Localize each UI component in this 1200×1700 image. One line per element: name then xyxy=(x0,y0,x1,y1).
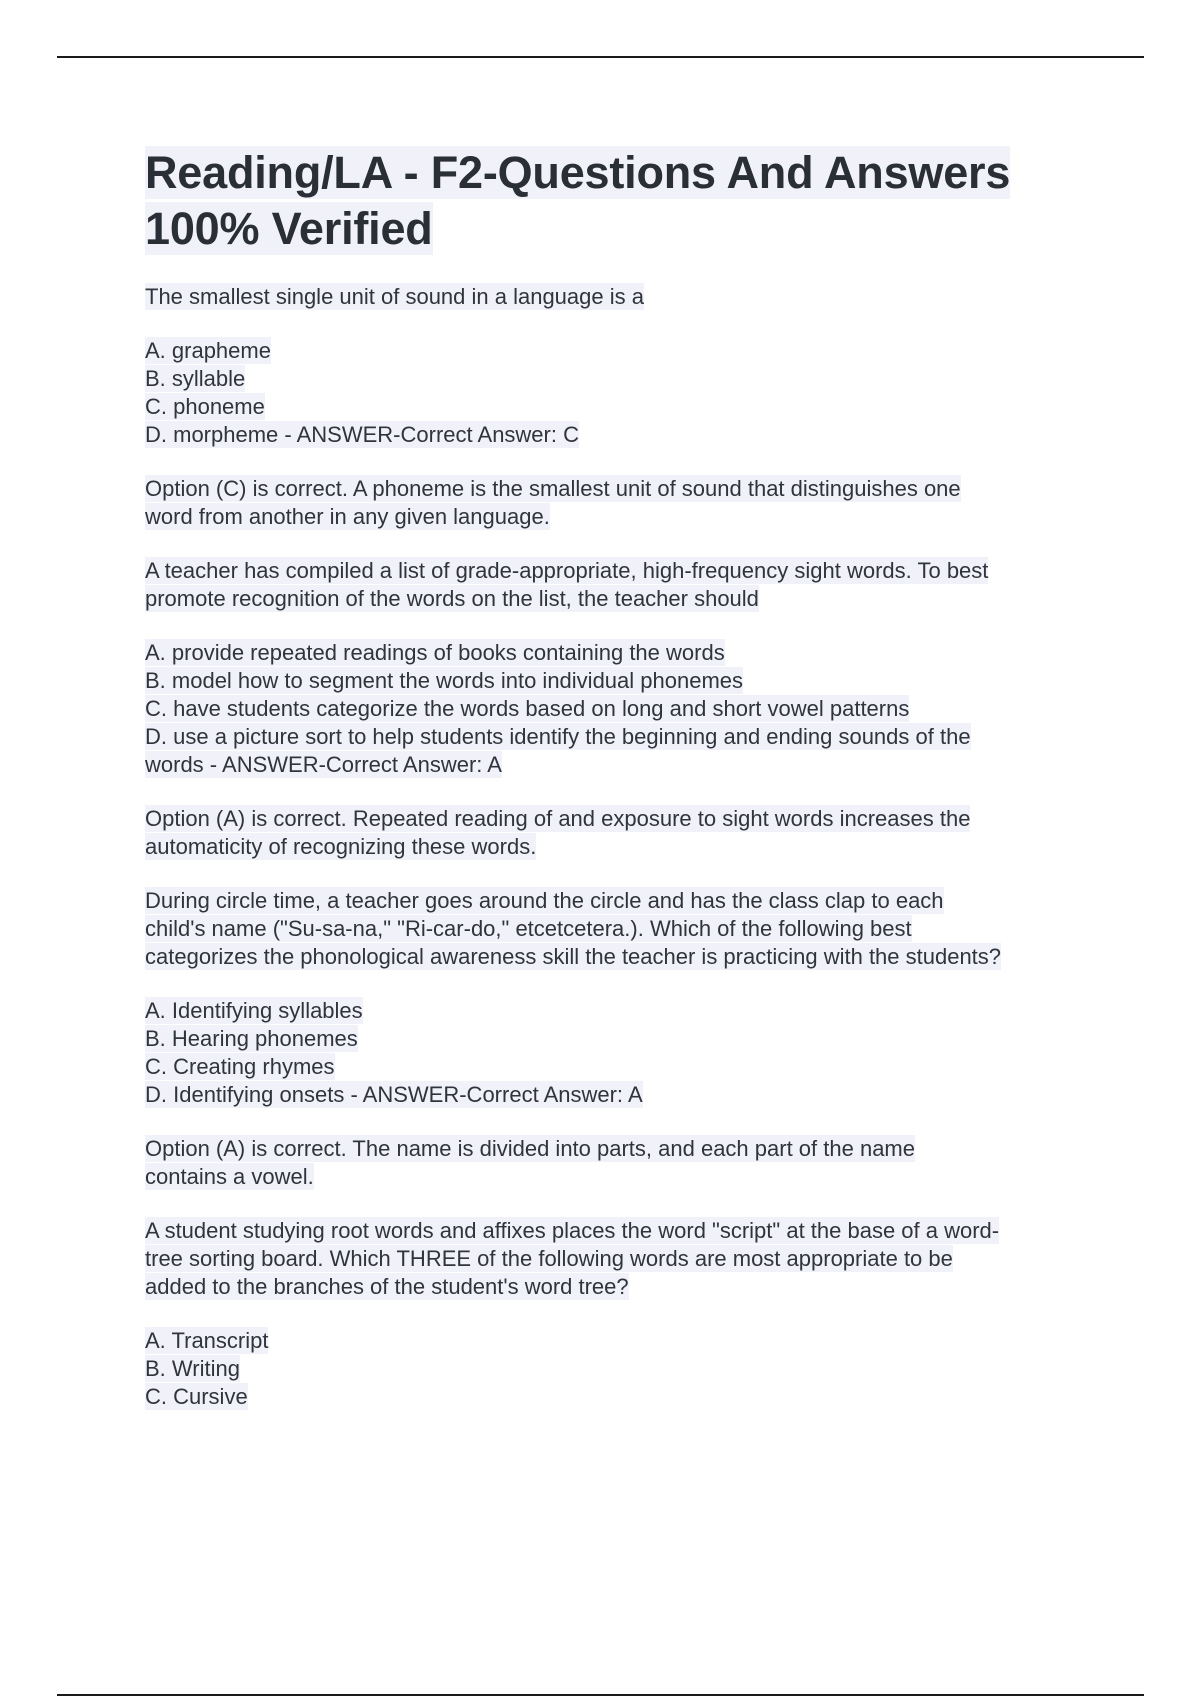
option: D. use a picture sort to help students identify the beginning and ending sounds of the xyxy=(145,724,971,749)
question-2-stem: A teacher has compiled a list of grade-appropriate, high-frequency sight words. To best promote recognition of the words on the list, the teacher should xyxy=(145,558,989,611)
option: B. syllable xyxy=(145,366,246,391)
title-line-2: 100% Verified xyxy=(145,203,433,254)
option-with-answer: words - ANSWER-Correct Answer: A xyxy=(145,752,502,777)
question-1-options xyxy=(145,337,1090,449)
option: C. Creating rhymes xyxy=(145,1054,335,1079)
option: B. model how to segment the words into individual phonemes xyxy=(145,668,744,693)
option: C. have students categorize the words based on long and short vowel patterns xyxy=(145,696,910,721)
question-1-stem: The smallest single unit of sound in a language is a xyxy=(145,284,644,309)
option: A. provide repeated readings of books containing the words xyxy=(145,640,725,665)
question-3-options xyxy=(145,997,1090,1109)
question-3-stem: During circle time, a teacher goes around the circle and has the class clap to each child's name ("Su-sa-na," "Ri-car-do," etcetcetera.). Which of the following best categorizes the phonological awareness skill the teacher is practicing with the students? xyxy=(145,888,1002,969)
question-3-explanation: Option (A) is correct. The name is divided into parts, and each part of the name contains a vowel. xyxy=(145,1136,915,1189)
option-with-answer: D. Identifying onsets - ANSWER-Correct Answer: A xyxy=(145,1082,643,1107)
document-title xyxy=(145,145,1090,257)
option: A. grapheme xyxy=(145,338,271,363)
option: A. Transcript xyxy=(145,1328,269,1353)
question-1-explanation: Option (C) is correct. A phoneme is the smallest unit of sound that distinguishes one word from another in any given language. xyxy=(145,476,961,529)
document-body xyxy=(145,145,1090,1437)
option: A. Identifying syllables xyxy=(145,998,363,1023)
option: C. Cursive xyxy=(145,1384,248,1409)
top-rule xyxy=(57,56,1144,58)
bottom-rule xyxy=(57,1694,1144,1696)
question-2-explanation: Option (A) is correct. Repeated reading of and exposure to sight words increases the automaticity of recognizing these words. xyxy=(145,806,971,859)
question-2-options xyxy=(145,639,1090,779)
question-4-options xyxy=(145,1327,1090,1411)
title-line-1: Reading/LA - F2-Questions And Answers xyxy=(145,147,1011,198)
option: B. Writing xyxy=(145,1356,240,1381)
option: B. Hearing phonemes xyxy=(145,1026,358,1051)
question-4-stem: A student studying root words and affixes places the word "script" at the base of a word- tree sorting board. Which THREE of the following words are most appropriate to be added to the branches of the student's word tree? xyxy=(145,1218,1000,1299)
option: C. phoneme xyxy=(145,394,265,419)
option-with-answer: D. morpheme - ANSWER-Correct Answer: C xyxy=(145,422,579,447)
